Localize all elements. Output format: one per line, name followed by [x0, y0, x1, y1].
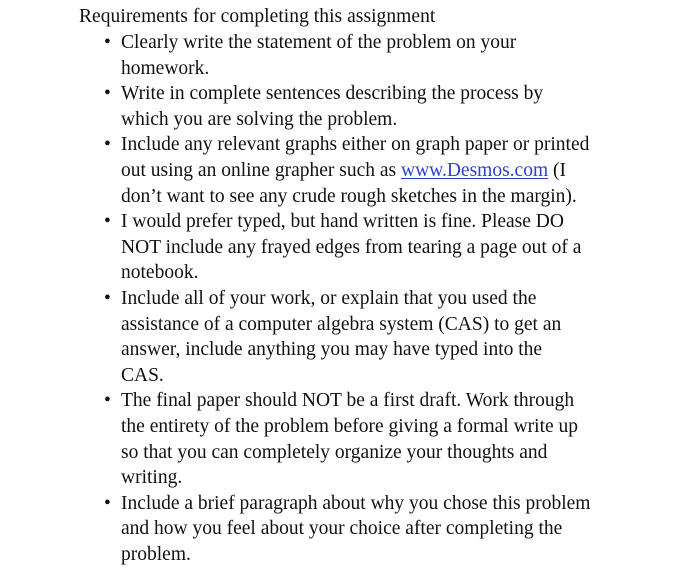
item-text: (I [548, 159, 566, 181]
list-item [104, 132, 644, 209]
item-line: homework. [121, 57, 210, 79]
item-line: the entirety of the problem before giving a formal write up [121, 415, 579, 437]
item-line: and how you feel about your choice after completing the [121, 518, 563, 540]
item-line: so that you can completely organize your thoughts and [121, 441, 548, 463]
item-text: out using an online grapher such as [121, 159, 401, 181]
item-line: Write in complete sentences describing the process by [121, 83, 544, 105]
bullet-icon: • [104, 32, 111, 53]
bullet-icon: • [104, 211, 111, 233]
item-line: CAS. [121, 364, 164, 386]
page-title: Requirements for completing this assignment [79, 6, 436, 27]
bullet-icon: • [104, 134, 111, 156]
item-line: Include all of your work, or explain that you used the [121, 287, 537, 309]
item-line: Clearly write the statement of the problem on your [121, 32, 517, 53]
bullet-icon: • [104, 492, 111, 514]
item-line: problem. [121, 543, 191, 565]
list-item [104, 286, 644, 388]
list-item [104, 81, 644, 132]
bullet-icon: • [104, 83, 111, 105]
list-item [104, 209, 644, 286]
list-item [104, 491, 644, 568]
requirements-list [104, 30, 644, 567]
list-item [104, 388, 644, 490]
item-line: writing. [121, 467, 183, 489]
item-line: NOT include any frayed edges from tearing a page out of a [121, 236, 582, 258]
bullet-icon: • [104, 390, 111, 412]
item-line: which you are solving the problem. [121, 108, 398, 130]
item-line: Include any relevant graphs either on graph paper or printed [121, 134, 590, 156]
item-line: answer, include anything you may have typed into the [121, 339, 543, 361]
item-line: don’t want to see any crude rough sketches in the margin). [121, 185, 577, 207]
list-item [104, 30, 644, 81]
item-line-with-link [121, 158, 644, 184]
bullet-icon: • [104, 287, 111, 309]
item-line: I would prefer typed, but hand written is fine. Please DO [121, 211, 564, 233]
desmos-link[interactable]: www.Desmos.com [400, 159, 549, 181]
item-line: notebook. [121, 262, 199, 284]
item-line: Include a brief paragraph about why you chose this problem [121, 492, 591, 514]
item-line: The final paper should NOT be a first draft. Work through [121, 390, 575, 412]
item-line: assistance of a computer algebra system (CAS) to get an [121, 313, 562, 335]
